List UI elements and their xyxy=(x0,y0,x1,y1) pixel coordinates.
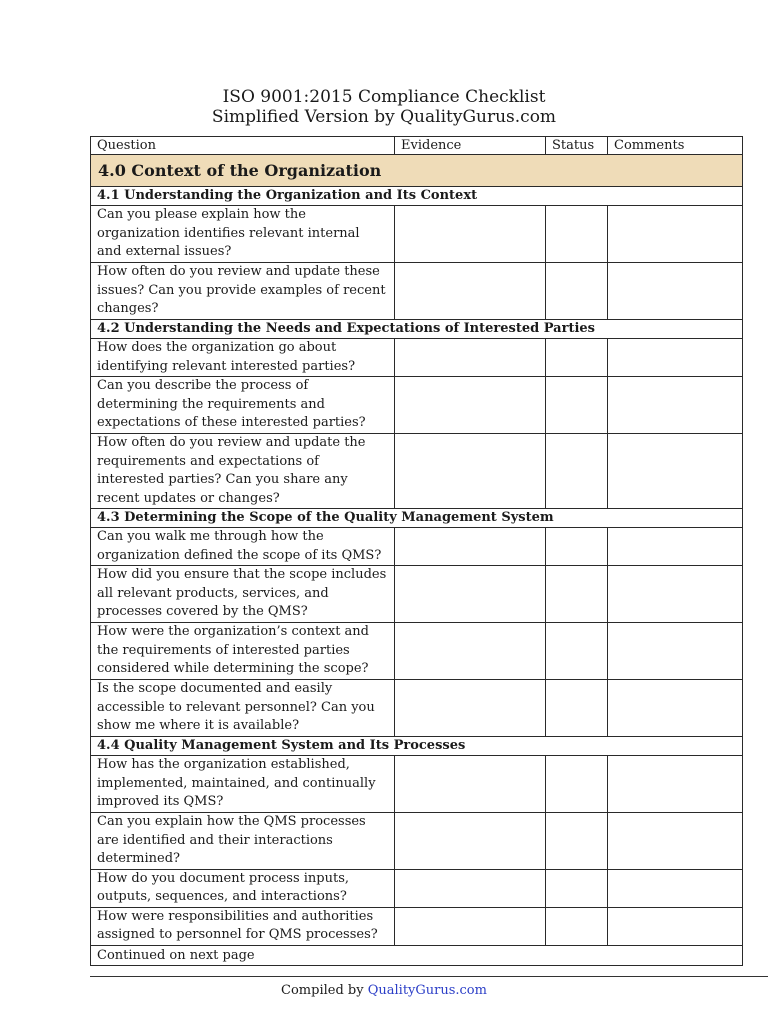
comments-cell[interactable] xyxy=(608,907,743,945)
checklist-table xyxy=(90,136,743,966)
status-cell[interactable] xyxy=(546,528,608,566)
question-text: How does the organization go about identifying relevant interested parties? xyxy=(91,339,395,377)
question-text: Is the scope documented and easily accessible to relevant personnel? Can you show me where it is available? xyxy=(91,680,395,737)
evidence-cell[interactable] xyxy=(395,756,546,813)
status-cell[interactable] xyxy=(546,623,608,680)
status-cell[interactable] xyxy=(546,434,608,509)
column-header-question: Question xyxy=(91,137,395,155)
evidence-cell[interactable] xyxy=(395,206,546,263)
subsection-heading: 4.4 Quality Management System and Its Processes xyxy=(91,737,743,756)
evidence-cell[interactable] xyxy=(395,339,546,377)
comments-cell[interactable] xyxy=(608,566,743,623)
evidence-cell[interactable] xyxy=(395,434,546,509)
title-line-2: Simplified Version by QualityGurus.com xyxy=(211,107,557,127)
column-header-evidence: Evidence xyxy=(395,137,546,155)
subsection-row xyxy=(91,320,743,339)
footer-link[interactable]: QualityGurus.com xyxy=(367,983,487,998)
comments-cell[interactable] xyxy=(608,377,743,434)
subsection-heading: 4.2 Understanding the Needs and Expectations of Interested Parties xyxy=(91,320,743,339)
question-text: How has the organization established, implemented, maintained, and continually improved its QMS? xyxy=(91,756,395,813)
section-heading: 4.0 Context of the Organization xyxy=(91,155,743,187)
evidence-cell[interactable] xyxy=(395,566,546,623)
status-cell[interactable] xyxy=(546,339,608,377)
question-row xyxy=(91,263,743,320)
comments-cell[interactable] xyxy=(608,813,743,870)
subsection-heading: 4.1 Understanding the Organization and Its Context xyxy=(91,187,743,206)
evidence-cell[interactable] xyxy=(395,813,546,870)
question-text: How often do you review and update these issues? Can you provide examples of recent changes? xyxy=(91,263,395,320)
question-row xyxy=(91,566,743,623)
question-text: How did you ensure that the scope includes all relevant products, services, and processes covered by the QMS? xyxy=(91,566,395,623)
comments-cell[interactable] xyxy=(608,339,743,377)
evidence-cell[interactable] xyxy=(395,680,546,737)
status-cell[interactable] xyxy=(546,377,608,434)
question-row xyxy=(91,377,743,434)
continued-row xyxy=(91,945,743,965)
question-row xyxy=(91,813,743,870)
footer xyxy=(0,983,768,998)
status-cell[interactable] xyxy=(546,907,608,945)
subsection-row xyxy=(91,737,743,756)
comments-cell[interactable] xyxy=(608,263,743,320)
comments-cell[interactable] xyxy=(608,623,743,680)
question-text: Can you explain how the QMS processes are identified and their interactions determined? xyxy=(91,813,395,870)
question-row xyxy=(91,339,743,377)
evidence-cell[interactable] xyxy=(395,623,546,680)
status-cell[interactable] xyxy=(546,869,608,907)
section-row xyxy=(91,155,743,187)
question-row xyxy=(91,623,743,680)
comments-cell[interactable] xyxy=(608,434,743,509)
question-row xyxy=(91,206,743,263)
question-text: How do you document process inputs, outputs, sequences, and interactions? xyxy=(91,869,395,907)
question-text: Can you describe the process of determining the requirements and expectations of these interested parties? xyxy=(91,377,395,434)
status-cell[interactable] xyxy=(546,813,608,870)
question-text: How often do you review and update the requirements and expectations of interested parties? Can you share any recent updates or changes? xyxy=(91,434,395,509)
question-row xyxy=(91,907,743,945)
comments-cell[interactable] xyxy=(608,528,743,566)
comments-cell[interactable] xyxy=(608,206,743,263)
status-cell[interactable] xyxy=(546,263,608,320)
title-line-1: ISO 9001:2015 Compliance Checklist xyxy=(222,87,546,107)
question-text: Can you please explain how the organization identifies relevant internal and external issues? xyxy=(91,206,395,263)
question-row xyxy=(91,528,743,566)
subsection-row xyxy=(91,187,743,206)
status-cell[interactable] xyxy=(546,680,608,737)
comments-cell[interactable] xyxy=(608,756,743,813)
status-cell[interactable] xyxy=(546,566,608,623)
question-row xyxy=(91,869,743,907)
subsection-row xyxy=(91,509,743,528)
evidence-cell[interactable] xyxy=(395,263,546,320)
question-text: Can you walk me through how the organization defined the scope of its QMS? xyxy=(91,528,395,566)
status-cell[interactable] xyxy=(546,756,608,813)
question-row xyxy=(91,680,743,737)
evidence-cell[interactable] xyxy=(395,528,546,566)
question-row xyxy=(91,434,743,509)
question-row xyxy=(91,756,743,813)
continued-note: Continued on next page xyxy=(91,945,743,965)
evidence-cell[interactable] xyxy=(395,377,546,434)
evidence-cell[interactable] xyxy=(395,869,546,907)
footer-divider xyxy=(90,976,768,977)
document-title xyxy=(0,88,768,128)
evidence-cell[interactable] xyxy=(395,907,546,945)
question-text: How were the organization’s context and the requirements of interested parties considered while determining the scope? xyxy=(91,623,395,680)
status-cell[interactable] xyxy=(546,206,608,263)
column-header-status: Status xyxy=(546,137,608,155)
question-text: How were responsibilities and authorities assigned to personnel for QMS processes? xyxy=(91,907,395,945)
header-row xyxy=(91,137,743,155)
column-header-comments: Comments xyxy=(608,137,743,155)
comments-cell[interactable] xyxy=(608,680,743,737)
comments-cell[interactable] xyxy=(608,869,743,907)
footer-prefix: Compiled by xyxy=(281,983,364,998)
subsection-heading: 4.3 Determining the Scope of the Quality Management System xyxy=(91,509,743,528)
